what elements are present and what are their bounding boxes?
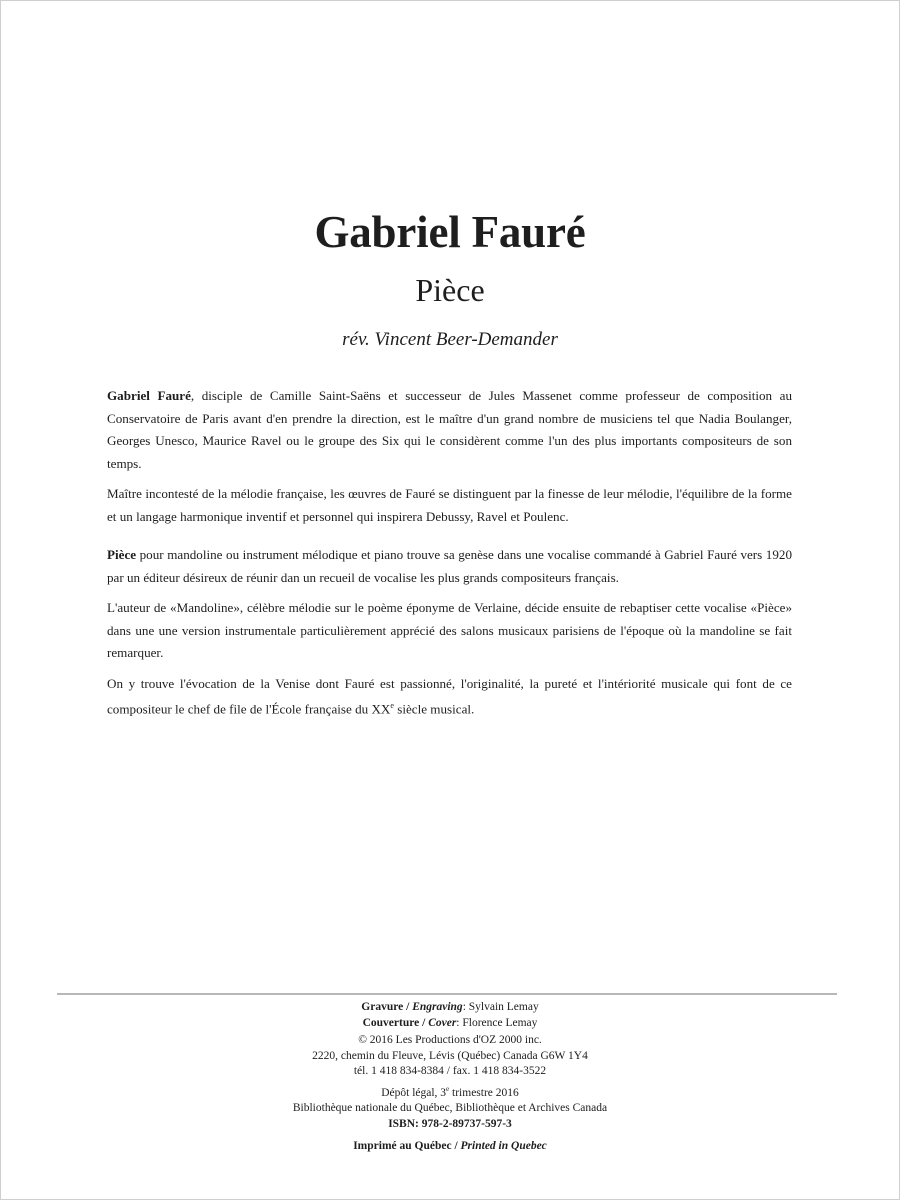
engraving-label-en: Engraving (412, 1001, 463, 1013)
isbn-text: ISBN: 978-2-89737-597-3 (388, 1117, 512, 1130)
notes-paragraph-1-text: pour mandoline ou instrument mélodique et piano trouve sa genèse dans une vocalise commandé à Gabriel Fauré vers 1920 par un éditeur désireux de réunir dan un recueil de vocalise les plus grands compositeurs français. (107, 547, 792, 585)
engraving-label-fr: Gravure / (361, 1001, 413, 1013)
footer-divider (57, 993, 837, 995)
publisher-phone: tél. 1 418 834-8384 / fax. 1 418 834-3522 (353, 1065, 547, 1078)
intro-paragraph-1-text: , disciple de Camille Saint-Saëns et successeur de Jules Massenet comme professeur de composition au Conservatoire de Paris avant d'en prendre la direction, est le maître d'un grand nombre de musiciens tel que Nadia Boulanger, Georges Unesco, Maurice Ravel ou le groupe des Six qui le considèrent comme l'un des plus importants compositeurs de son temps. (107, 388, 793, 471)
intro-paragraph-2: Maître incontesté de la mélodie française, les œuvres de Fauré se distinguent par la finesse de leur mélodie, l'équilibre de la forme et un langage harmonique inventif et personnel qui inspirera Debussy, Ravel et Poulenc. (107, 486, 792, 524)
revision-credit: rév. Vincent Beer-Demander (342, 329, 558, 350)
intro-paragraph-1 (107, 385, 792, 475)
legal-deposit-end: trimestre 2016 (449, 1086, 519, 1099)
credits-block (0, 1000, 900, 1154)
piece-name-bold: Pièce (107, 547, 137, 562)
libraries-line: Bibliothèque nationale du Québec, Bibliothèque et Archives Canada (292, 1102, 608, 1115)
engraving-credit (0, 1000, 900, 1016)
century-superscript: e (390, 701, 394, 710)
composer-name-bold: Gabriel Fauré (107, 388, 191, 403)
notes-paragraph-1 (107, 544, 792, 589)
notes-paragraph-3 (107, 673, 792, 721)
legal-deposit-text: Dépôt légal, 3 (381, 1086, 447, 1099)
legal-deposit (0, 1082, 900, 1101)
composer-title: Gabriel Fauré (314, 207, 586, 257)
engraving-value: : Sylvain Lemay (462, 1001, 539, 1013)
isbn (0, 1117, 900, 1133)
intro-section (107, 385, 792, 536)
piece-notes-section (107, 544, 792, 729)
cover-value: : Florence Lemay (456, 1016, 538, 1029)
publisher-address: 2220, chemin du Fleuve, Lévis (Québec) Canada G6W 1Y4 (312, 1049, 588, 1062)
cover-label-fr: Couverture / (362, 1016, 429, 1029)
legal-deposit-superscript: e (446, 1084, 450, 1093)
piece-title: Pièce (415, 272, 485, 308)
cover-credit (0, 1016, 900, 1032)
printed-in-en: Printed in Quebec (460, 1139, 547, 1152)
notes-paragraph-3-text: On y trouve l'évocation de la Venise dont Fauré est passionné, l'originalité, la pureté et l'intériorité musicale qui font de ce compositeur le chef de file de l'École française du XX (107, 675, 792, 717)
printed-in-fr: Imprimé au Québec / (353, 1139, 461, 1152)
printed-in (0, 1139, 900, 1155)
copyright-line: © 2016 Les Productions d'OZ 2000 inc. (358, 1034, 542, 1047)
notes-paragraph-3-end: siècle musical. (393, 701, 475, 717)
cover-label-en: Cover (428, 1016, 457, 1029)
notes-paragraph-2: L'auteur de «Mandoline», célèbre mélodie sur le poème éponyme de Verlaine, décide ensuite de rebaptiser cette vocalise «Pièce» dans une une version instrumentale particulièrement apprécié des salons musicaux parisiens de l'époque où la mandoline se fait remarquer. (107, 600, 792, 660)
